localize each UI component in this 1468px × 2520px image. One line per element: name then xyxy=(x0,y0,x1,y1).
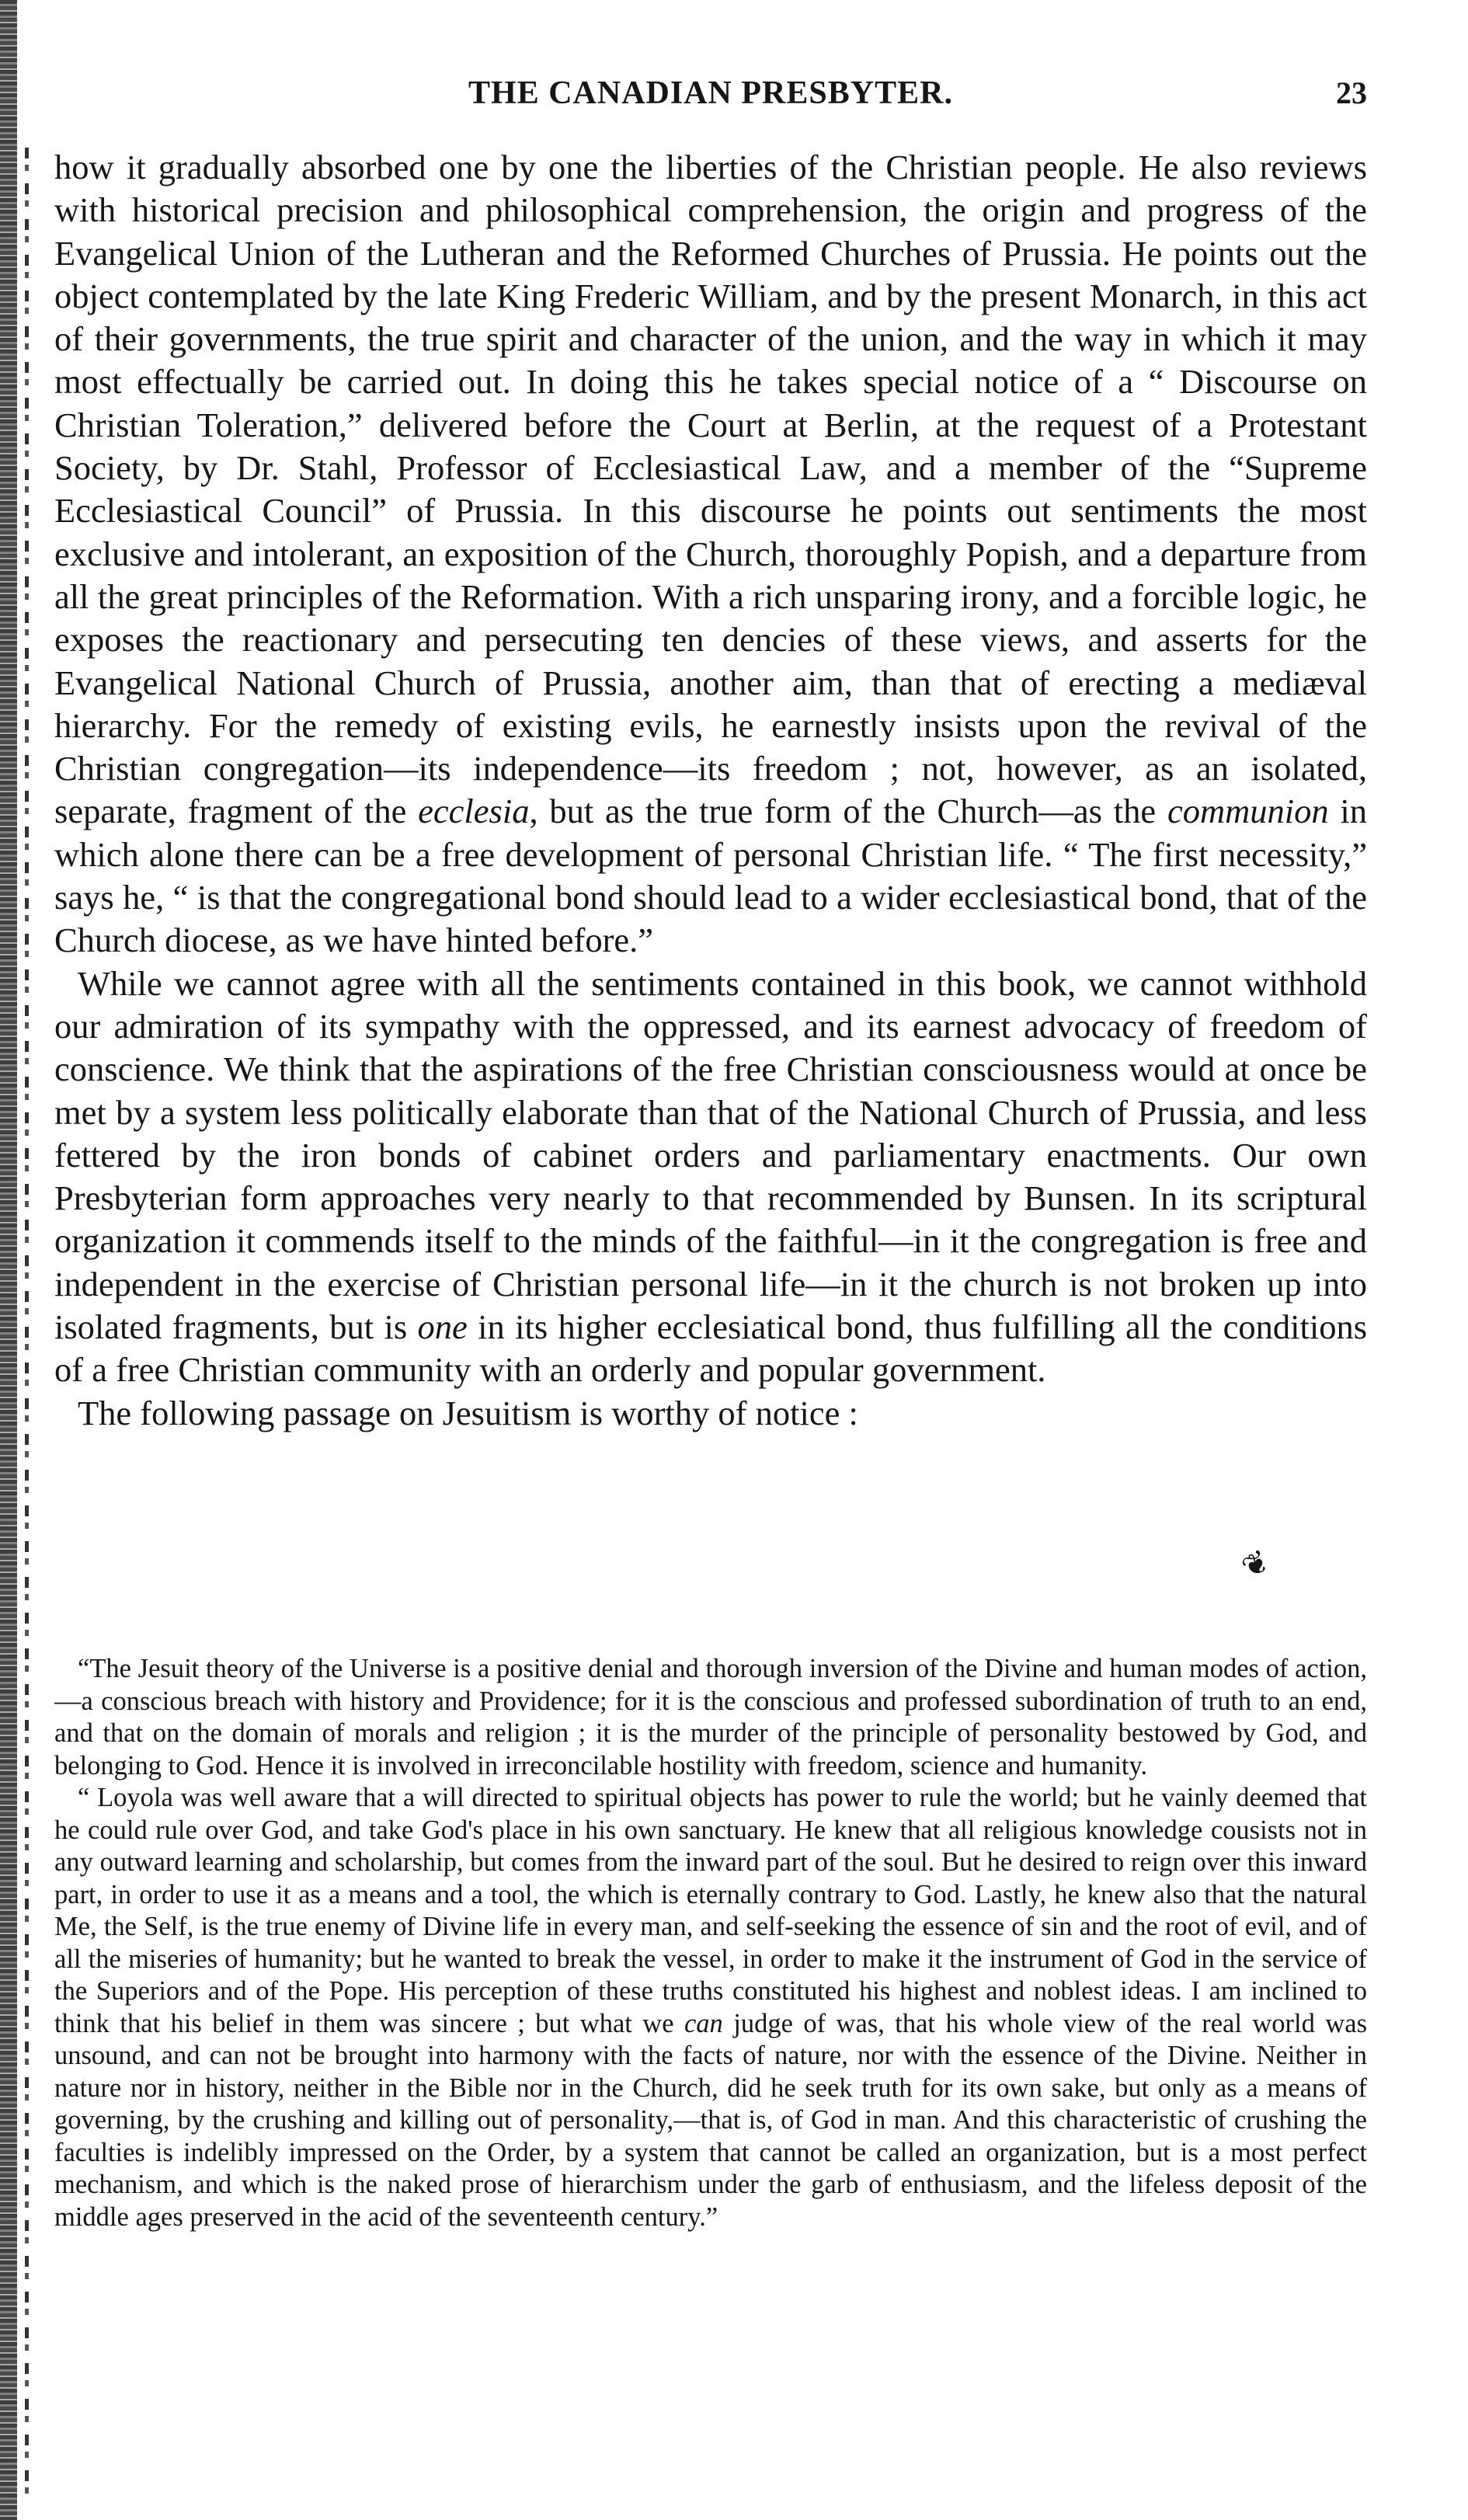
italic-ecclesia: ecclesia xyxy=(418,792,530,831)
running-head xyxy=(54,75,1367,121)
text-run: how it gradually absorbed one by one the liberties of the Christian people. He also reviews with historical precision and philosophical comprehension, the origin and progress of the Evangelical Union of the Lutheran and the Reformed Churches of Prussia. He points out the object contemplated by the late King Frederic William, and by the present Monarch, in this act of their governments, the true spirit and character of the union, and the way in which it may most effectually be carried out. In doing this he takes special notice of a “ Discourse on Christian Toleration,” delivered before the Court at Berlin, at the request of a Protestant Society, by Dr. Stahl, Professor of Ecclesiastical Law, and a member of the “Supreme Ecclesiastical Council” of Prussia. In this discourse he points out sentiments the most exclusive and intolerant, an exposition of the Church, thoroughly Popish, and a departure from all the great principles of the Reformation. With a rich unsparing irony, and a forcible logic, he exposes the reactionary and persecuting ten dencies of these views, and asserts for the Evangelical National Church of Prussia, another aim, than that of erecting a mediæval hierarchy. For the remedy of existing evils, he earnestly insists upon the revival of the Christian congregation—its independence—its freedom ; not, however, as an isolated, separate, fragment of the xyxy=(54,148,1367,831)
text-run: , but as the true form of the Church—as the xyxy=(529,792,1167,831)
text-run: While we cannot agree with all the sentiments contained in this book, we cannot withhold our admiration of its sympathy with the oppressed, and its earnest advocacy of freedom of conscience. We think that the aspirations of the free Christian consciousness would at once be met by a system less politically elaborate than that of the National Church of Prussia, and less fettered by the iron bonds of cabinet orders and parliamentary enactments. Our own Presbyterian form approaches very nearly to that recommended by Bunsen. In its scriptural organization it commends itself to the minds of the faithful—in it the congregation is free and independent in the exercise of Christian personal life—in it the church is not broken up into isolated fragments, but is xyxy=(54,963,1367,1347)
text-run: in its higher ecclesiatical bond, thus fulfilling all the conditions of a free Christian community with an orderly and popular government. xyxy=(54,1307,1368,1390)
journal-title: THE CANADIAN PRESBYTER. xyxy=(468,75,953,111)
article-body xyxy=(54,146,1367,1435)
paragraph-jesuitism-intro: The following passage on Jesuitism is worthy of notice : xyxy=(78,1393,858,1432)
italic-can: can xyxy=(684,2008,723,2038)
quote-paragraph-jesuit-theory: “The Jesuit theory of the Universe is a positive denial and thorough inversion of the Divine and human modes of action,—a conscious breach with history and Providence; for it is the conscious and professed subordination of truth to an end, and that on the domain of morals and religion ; it is the murder of the principle of personality bestowed by God, and belonging to God. Hence it is involved in irreconcilable hostility with freedom, science and humanity. xyxy=(54,1654,1367,1780)
text-run: “ Loyola was well aware that a will directed to spiritual objects has power to rule the world; but he vainly deemed that he could rule over God, and take God's place in his own sanctuary. He knew that all religious knowledge cousists not in any outward learning and scholarship, but comes from the inward part of the soul. But he desired to reign over this inward part, in order to use it as a means and a tool, the which is eternally contrary to God. Lastly, he knew also that the natural Me, the Self, is the true enemy of Divine life in every man, and self-seeking the essence of sin and the root of evil, and of all the miseries of humanity; but he wanted to break the vessel, in order to make it the instrument of God in the service of the Superiors and of the Pope. His perception of these truths constituted his highest and noblest ideas. I am inclined to think that his belief in them was sincere ; but what we xyxy=(54,1783,1367,2038)
italic-one: one xyxy=(417,1307,468,1347)
text-run: in which alone there can be a free development of personal Christian life. “ The first necessity,” says he, “ is that the congregational bond should lead to a wider ecclesiastical bond, that of the Church diocese, as we have hinted before.” xyxy=(54,792,1367,960)
binding-edge-decoration xyxy=(0,0,17,2520)
block-quote xyxy=(54,1653,1367,2233)
italic-communion: communion xyxy=(1167,792,1329,831)
paragraph-presbyterian-view xyxy=(54,962,1367,1392)
margin-rule-decoration xyxy=(25,148,29,2501)
text-run: judge of was, that his whole view of the real world was unsound, and can not be brought into harmony with the facts of nature, nor with the essence of the Divine. Neither in nature nor in history, neither in the Bible nor in the Church, did he seek truth for its own sake, but only as a means of governing, by the crushing and killing out of personality,—that is, of God in man. And this characteristic of crushing the faculties is indelibly impressed on the Order, by a system that cannot be called an organization, but is a most perfect mechanism, and which is the naked prose of hierarchism under the garb of enthusiasm, and the lifeless deposit of the middle ages preserved in the acid of the seventeenth century.” xyxy=(54,2008,1367,2232)
printer-mark-icon: ❦ xyxy=(1235,1542,1276,1586)
paragraph-bunsen-review xyxy=(54,146,1367,962)
quote-paragraph-loyola xyxy=(54,1782,1367,2233)
page-number: 23 xyxy=(1336,75,1367,110)
